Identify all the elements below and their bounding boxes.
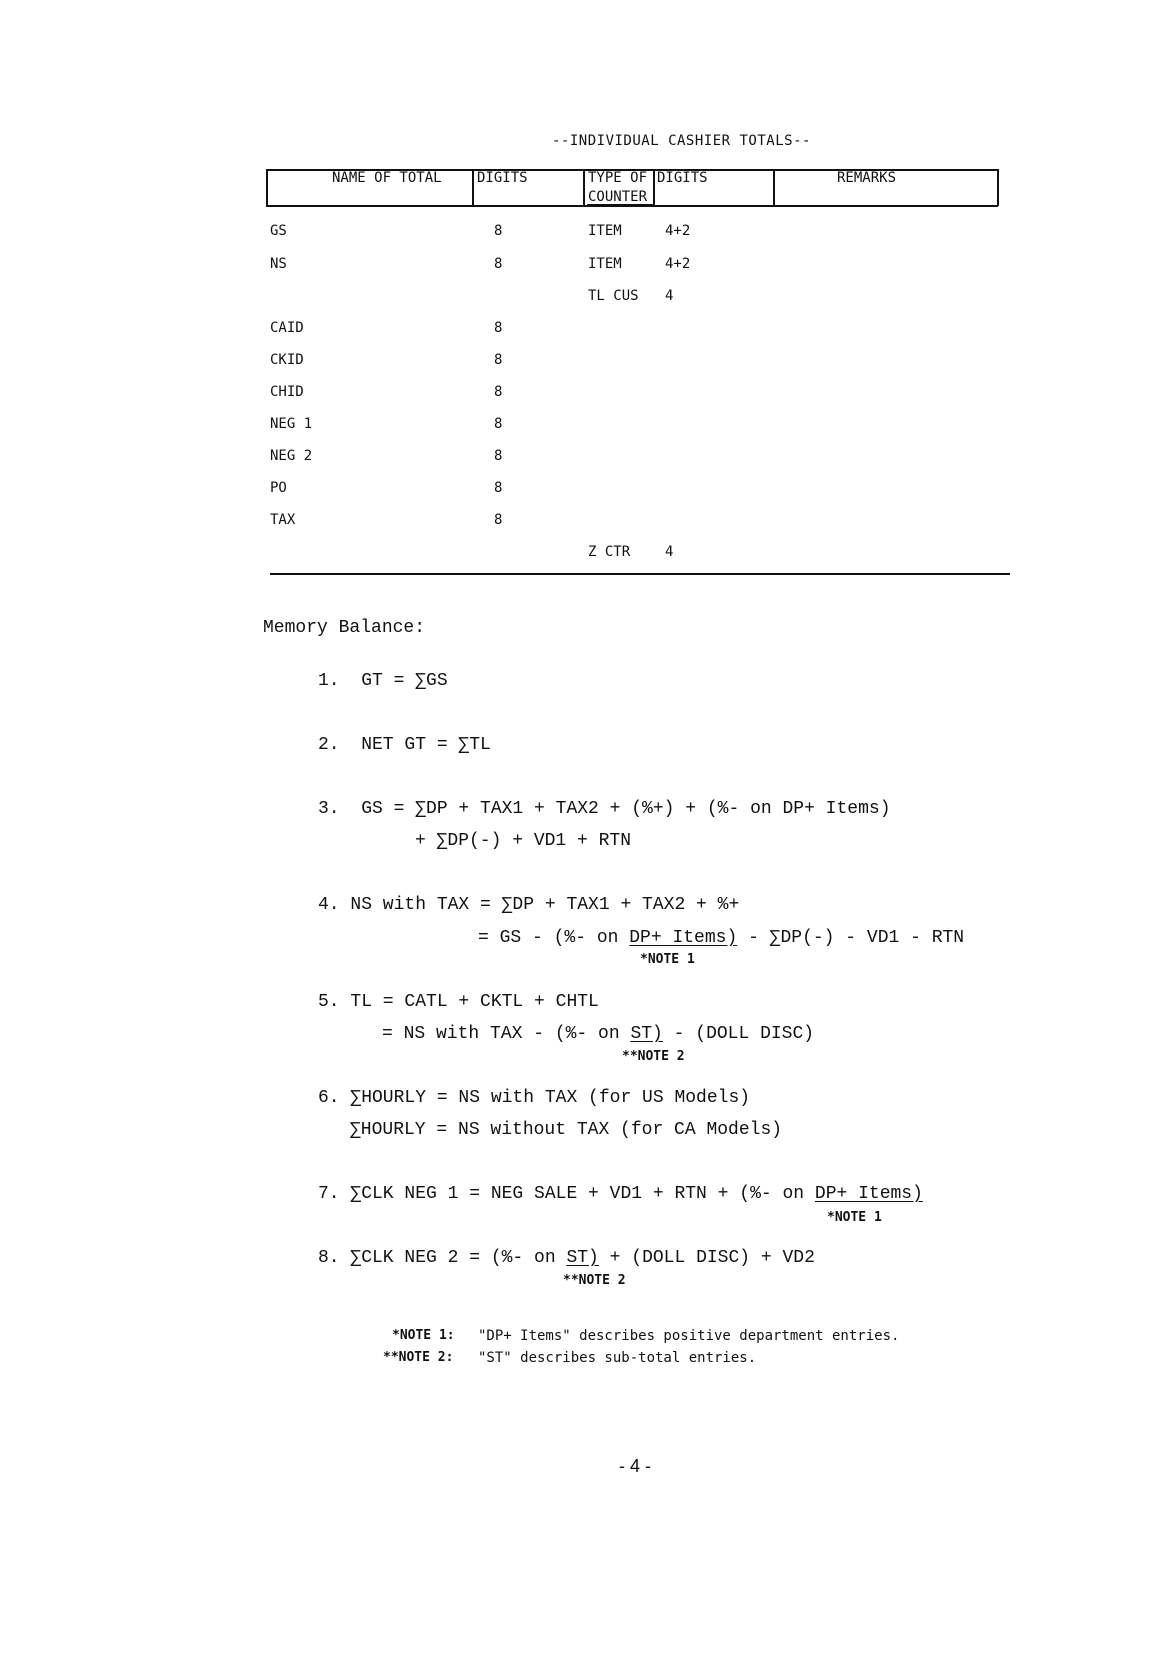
formula-5-note: **NOTE 2 [622, 1049, 685, 1064]
formula-3-line-2: + ∑DP(-) + VD1 + RTN [415, 831, 632, 851]
note-2-text: "ST" describes sub-total entries. [478, 1350, 757, 1366]
formula-5-line-2: = NS with TAX - (%- on ST) - (DOLL DISC) [382, 1024, 815, 1044]
note-1-label: *NOTE 1: [392, 1328, 455, 1343]
row-digits: 8 [494, 223, 503, 239]
formula-4-note: *NOTE 1 [640, 952, 695, 967]
page-number: - 4 - [619, 1456, 652, 1476]
header-type-of-counter-2: COUNTER [588, 189, 648, 205]
formula-6-line-2: ∑HOURLY = NS without TAX (for CA Models) [350, 1120, 783, 1140]
row-digits: 8 [494, 512, 503, 528]
row-counter-digits: 4+2 [665, 223, 691, 239]
row-name: NEG 2 [270, 448, 313, 464]
formula-7: 7. ∑CLK NEG 1 = NEG SALE + VD1 + RTN + (%- on DP+ Items) [318, 1184, 923, 1204]
row-digits: 8 [494, 320, 503, 336]
formula-3-line-1: 3. GS = ∑DP + TAX1 + TAX2 + (%+) + (%- on DP+ Items) [318, 799, 891, 819]
row-digits: 8 [494, 352, 503, 368]
formula-5-line-1: 5. TL = CATL + CKTL + CHTL [318, 992, 599, 1012]
row-name: CAID [270, 320, 304, 336]
row-name: TAX [270, 512, 296, 528]
formula-8-note: **NOTE 2 [563, 1273, 626, 1288]
row-name: GS [270, 223, 287, 239]
row-type: Z CTR [588, 544, 631, 560]
row-name: CKID [270, 352, 304, 368]
row-digits: 8 [494, 384, 503, 400]
memory-balance-heading: Memory Balance: [263, 618, 426, 638]
formula-2: 2. NET GT = ∑TL [318, 735, 491, 755]
page-title: --INDIVIDUAL CASHIER TOTALS-- [552, 133, 811, 149]
header-type-of-counter-1: TYPE OF [588, 170, 648, 186]
row-name: PO [270, 480, 287, 496]
table-bottom-rule [270, 573, 1010, 575]
formula-6-line-1: 6. ∑HOURLY = NS with TAX (for US Models) [318, 1088, 751, 1108]
row-digits: 8 [494, 448, 503, 464]
formula-1: 1. GT = ∑GS [318, 671, 448, 691]
header-name-of-total: NAME OF TOTAL [332, 170, 442, 186]
row-digits: 8 [494, 480, 503, 496]
row-name: NEG 1 [270, 416, 313, 432]
formula-8: 8. ∑CLK NEG 2 = (%- on ST) + (DOLL DISC) + VD2 [318, 1248, 815, 1268]
row-counter-digits: 4 [665, 544, 674, 560]
row-name: CHID [270, 384, 304, 400]
row-name: NS [270, 256, 287, 272]
row-digits: 8 [494, 256, 503, 272]
formula-7-note: *NOTE 1 [827, 1210, 882, 1225]
row-counter-digits: 4+2 [665, 256, 691, 272]
formula-4-line-1: 4. NS with TAX = ∑DP + TAX1 + TAX2 + %+ [318, 895, 740, 915]
header-counter-digits: DIGITS [657, 170, 708, 186]
row-type: ITEM [588, 223, 622, 239]
row-type: ITEM [588, 256, 622, 272]
header-digits: DIGITS [477, 170, 528, 186]
note-2-label: **NOTE 2: [383, 1350, 454, 1365]
row-digits: 8 [494, 416, 503, 432]
row-type: TL CUS [588, 288, 639, 304]
note-1-text: "DP+ Items" describes positive department entries. [478, 1328, 900, 1344]
row-counter-digits: 4 [665, 288, 674, 304]
header-remarks: REMARKS [837, 170, 897, 186]
formula-4-line-2: = GS - (%- on DP+ Items) - ∑DP(-) - VD1 - RTN [478, 928, 965, 948]
